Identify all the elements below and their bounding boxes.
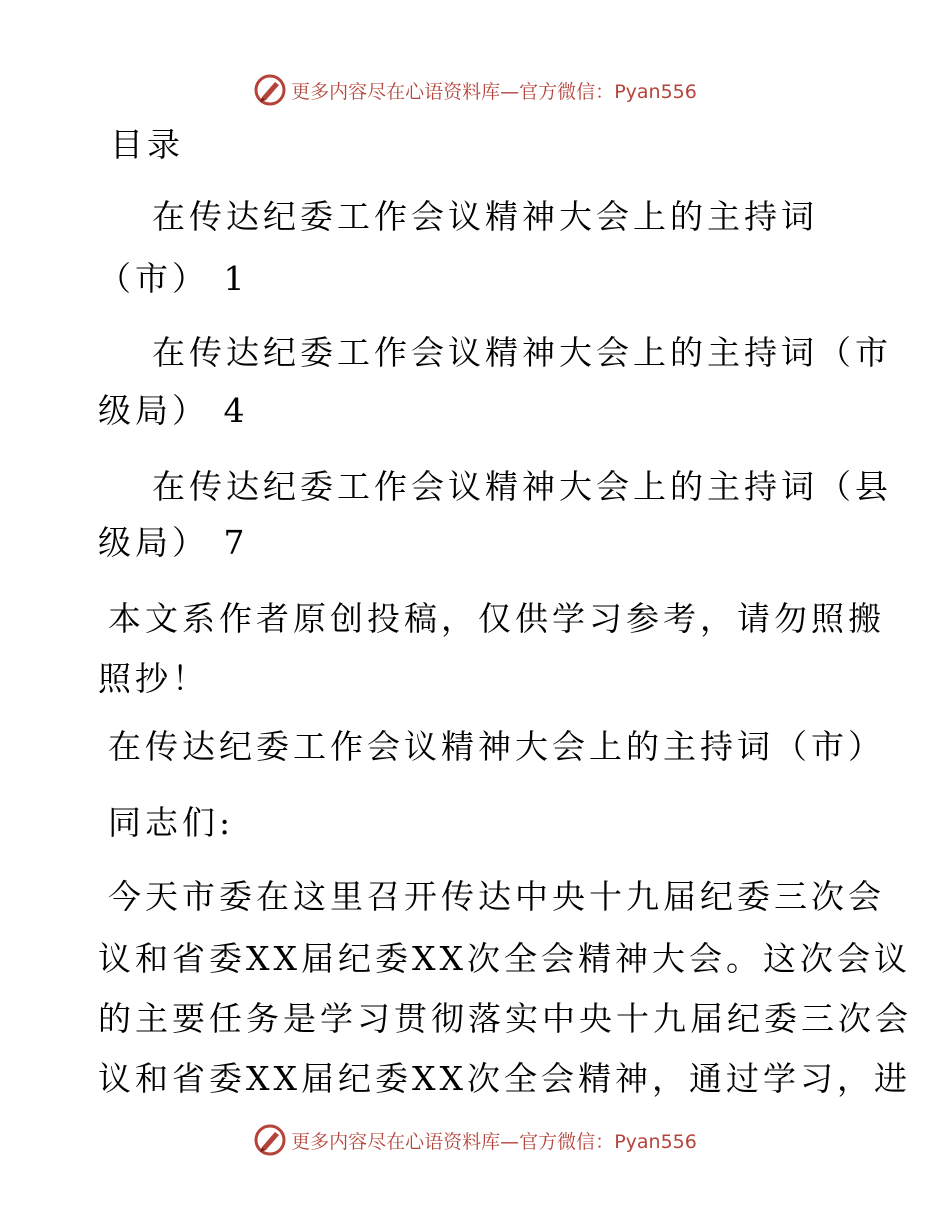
watermark-text xyxy=(291,1127,697,1154)
article-title: 在传达纪委工作会议精神大会上的主持词（市） xyxy=(108,727,885,766)
toc-entry-1-line1: 在传达纪委工作会议精神大会上的主持词 xyxy=(152,197,818,236)
watermark-brand: 更多内容尽在心语资料库 xyxy=(291,80,501,103)
toc-entry-3-line2: 级局） 7 xyxy=(98,523,249,562)
watermark-account: Pyan556 xyxy=(614,1130,697,1153)
toc-entry-2-line1: 在传达纪委工作会议精神大会上的主持词（市 xyxy=(152,333,892,372)
notice-line1: 本文系作者原创投稿，仅供学习参考，请勿照搬 xyxy=(108,599,885,638)
toc-entry-1-line2: （市） 1 xyxy=(98,259,249,298)
watermark-brand: 更多内容尽在心语资料库 xyxy=(291,1130,501,1153)
watermark-label: 官方微信： xyxy=(519,80,615,103)
article-body-line-4: 议和省委XX届纪委XX次全会精神，通过学习，进 xyxy=(98,1059,911,1098)
article-body-line-2: 议和省委XX届纪委XX次全会精神大会。这次会议 xyxy=(98,939,911,978)
header-watermark xyxy=(0,70,950,110)
watermark-separator: — xyxy=(500,1130,520,1153)
watermark-separator: — xyxy=(500,80,520,103)
watermark-label: 官方微信： xyxy=(519,1130,615,1153)
watermark-account: Pyan556 xyxy=(614,80,697,103)
pen-logo-icon xyxy=(253,73,287,107)
toc-heading: 目录 xyxy=(110,125,184,164)
article-body-line-3: 的主要任务是学习贯彻落实中央十九届纪委三次会 xyxy=(98,999,912,1038)
toc-entry-2-line2: 级局） 4 xyxy=(98,391,249,430)
watermark-text xyxy=(291,77,697,104)
footer-watermark xyxy=(0,1120,950,1160)
toc-entry-3-line1: 在传达纪委工作会议精神大会上的主持词（县 xyxy=(152,467,892,506)
article-salutation: 同志们: xyxy=(108,803,235,842)
notice-line2: 照抄！ xyxy=(98,659,209,698)
pen-logo-icon xyxy=(253,1123,287,1157)
article-body-line-1: 今天市委在这里召开传达中央十九届纪委三次会 xyxy=(108,877,885,916)
